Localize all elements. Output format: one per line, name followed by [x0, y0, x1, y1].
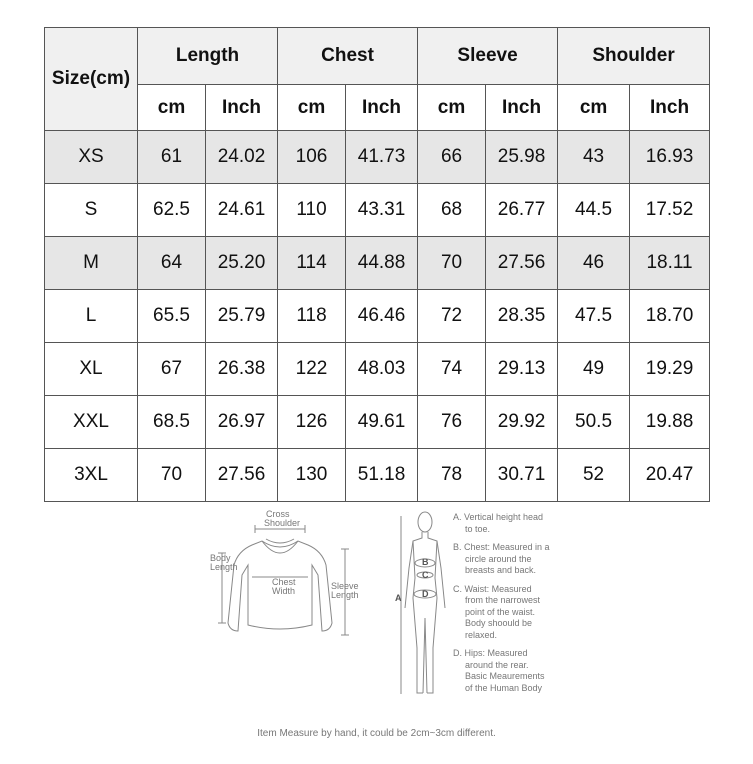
note-line: point of the waist.	[465, 606, 536, 617]
value-cell: 26.77	[486, 184, 558, 237]
note-item	[453, 648, 563, 694]
shoulder-header: Shoulder	[558, 28, 710, 85]
footnote: Item Measure by hand, it could be 2cm~3cm different.	[257, 728, 496, 739]
chest-width-label: Width	[272, 586, 296, 596]
value-cell: 17.52	[630, 184, 710, 237]
value-cell: 70	[138, 449, 206, 502]
table-row	[45, 396, 710, 449]
size-cell: XXL	[45, 396, 138, 449]
note-line: of the Human Body	[465, 682, 543, 693]
value-cell: 46	[558, 237, 630, 290]
value-cell: 49	[558, 343, 630, 396]
value-cell: 70	[418, 237, 486, 290]
cross-shoulder-label: Shoulder	[264, 518, 301, 528]
garment-diagram	[200, 505, 370, 645]
note-line: breasts and back.	[465, 565, 537, 575]
unit-header-cm: cm	[558, 85, 630, 131]
value-cell: 26.97	[206, 396, 278, 449]
table-row	[45, 131, 710, 184]
value-cell: 24.02	[206, 131, 278, 184]
unit-header-cm: cm	[418, 85, 486, 131]
note-item	[453, 584, 563, 642]
value-cell: 114	[278, 237, 346, 290]
note-line: relaxed.	[465, 629, 498, 640]
note-line: C. Waist: Measured	[453, 583, 532, 594]
cross-shoulder-label: Cross	[266, 509, 290, 519]
sleeve-header: Sleeve	[418, 28, 558, 85]
size-cell: M	[45, 237, 138, 290]
unit-header-inch: Inch	[346, 85, 418, 131]
value-cell: 49.61	[346, 396, 418, 449]
note-line: B. Chest: Measured in a	[453, 542, 550, 552]
value-cell: 27.56	[486, 237, 558, 290]
measurement-notes	[453, 512, 563, 701]
value-cell: 62.5	[138, 184, 206, 237]
value-cell: 122	[278, 343, 346, 396]
value-cell: 50.5	[558, 396, 630, 449]
marker-b: B	[422, 557, 429, 567]
value-cell: 43.31	[346, 184, 418, 237]
value-cell: 25.79	[206, 290, 278, 343]
marker-a: A	[395, 593, 402, 603]
size-cell: XS	[45, 131, 138, 184]
value-cell: 27.56	[206, 449, 278, 502]
body-length-label: Length	[210, 562, 238, 572]
value-cell: 43	[558, 131, 630, 184]
value-cell: 46.46	[346, 290, 418, 343]
note-item	[453, 512, 563, 535]
value-cell: 130	[278, 449, 346, 502]
note-item	[453, 542, 563, 577]
body-length-label: Body	[210, 553, 231, 563]
value-cell: 126	[278, 396, 346, 449]
value-cell: 29.13	[486, 343, 558, 396]
note-line: Body shoould be	[465, 618, 533, 628]
table-row	[45, 290, 710, 343]
value-cell: 61	[138, 131, 206, 184]
value-cell: 72	[418, 290, 486, 343]
table-row	[45, 184, 710, 237]
value-cell: 18.11	[630, 237, 710, 290]
value-cell: 28.35	[486, 290, 558, 343]
note-line: around the rear.	[465, 659, 529, 670]
value-cell: 51.18	[346, 449, 418, 502]
size-cell: 3XL	[45, 449, 138, 502]
value-cell: 76	[418, 396, 486, 449]
value-cell: 30.71	[486, 449, 558, 502]
value-cell: 64	[138, 237, 206, 290]
table-row	[45, 343, 710, 396]
value-cell: 106	[278, 131, 346, 184]
value-cell: 16.93	[630, 131, 710, 184]
sleeve-length-label: Sleeve	[331, 581, 359, 591]
value-cell: 41.73	[346, 131, 418, 184]
value-cell: 65.5	[138, 290, 206, 343]
marker-c: C	[422, 570, 429, 580]
size-header: Size(cm)	[45, 28, 138, 131]
value-cell: 44.5	[558, 184, 630, 237]
value-cell: 19.88	[630, 396, 710, 449]
note-line: D. Hips: Measured	[453, 648, 528, 658]
value-cell: 78	[418, 449, 486, 502]
value-cell: 48.03	[346, 343, 418, 396]
value-cell: 68	[418, 184, 486, 237]
marker-d: D	[422, 589, 429, 599]
body-diagram	[393, 508, 453, 703]
size-cell: S	[45, 184, 138, 237]
value-cell: 47.5	[558, 290, 630, 343]
unit-header-cm: cm	[278, 85, 346, 131]
unit-header-cm: cm	[138, 85, 206, 131]
chest-header: Chest	[278, 28, 418, 85]
note-line: from the narrowest	[465, 595, 541, 605]
value-cell: 110	[278, 184, 346, 237]
size-cell: L	[45, 290, 138, 343]
unit-header-inch: Inch	[206, 85, 278, 131]
note-line: Basic Meaurements	[465, 671, 545, 681]
note-line: A. Vertical height head	[453, 512, 544, 522]
value-cell: 19.29	[630, 343, 710, 396]
value-cell: 74	[418, 343, 486, 396]
value-cell: 68.5	[138, 396, 206, 449]
value-cell: 24.61	[206, 184, 278, 237]
value-cell: 52	[558, 449, 630, 502]
value-cell: 26.38	[206, 343, 278, 396]
value-cell: 25.98	[486, 131, 558, 184]
note-line: circle around the	[465, 553, 532, 564]
value-cell: 20.47	[630, 449, 710, 502]
size-chart-table	[44, 27, 710, 502]
value-cell: 66	[418, 131, 486, 184]
value-cell: 18.70	[630, 290, 710, 343]
chest-width-label: Chest	[272, 577, 296, 587]
table-row	[45, 449, 710, 502]
unit-header-inch: Inch	[486, 85, 558, 131]
sleeve-length-label: Length	[331, 590, 359, 600]
value-cell: 29.92	[486, 396, 558, 449]
value-cell: 118	[278, 290, 346, 343]
note-line: to toe.	[465, 523, 491, 534]
size-rows	[45, 131, 710, 502]
size-cell: XL	[45, 343, 138, 396]
length-header: Length	[138, 28, 278, 85]
unit-header-inch: Inch	[630, 85, 710, 131]
table-row	[45, 237, 710, 290]
value-cell: 25.20	[206, 237, 278, 290]
value-cell: 67	[138, 343, 206, 396]
value-cell: 44.88	[346, 237, 418, 290]
